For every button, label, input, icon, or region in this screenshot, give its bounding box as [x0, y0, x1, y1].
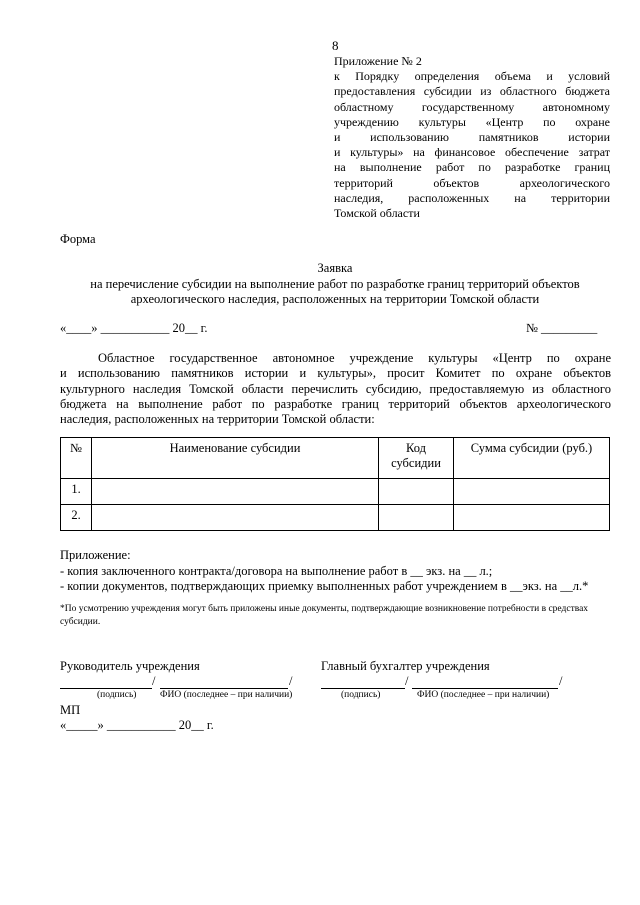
subsidy-table [60, 437, 610, 531]
paragraph-line: Областное государственное автономное учреждение культуры «Центр по охране [98, 351, 611, 365]
appendix-line: предоставления субсидии из областного бюджета [334, 84, 610, 99]
accountant-name-caption: ФИО (последнее – при наличии) [417, 690, 550, 700]
appendix-line: Томской области [334, 206, 420, 221]
accountant-signature-line[interactable] [321, 688, 405, 689]
request-subtitle-2: археологического наследия, расположенных на территории Томской области [130, 292, 540, 306]
head-signature-line[interactable] [60, 688, 152, 689]
header-name: Наименование субсидии [92, 438, 379, 479]
row-name-cell[interactable] [92, 505, 379, 531]
appendix-line: учреждению культуры «Центр по охране [334, 114, 610, 129]
request-number-field[interactable]: № _________ [526, 321, 598, 335]
header-code: Код субсидии [379, 438, 454, 479]
paragraph-line: наследия, расположенных на территории Томской области: [60, 412, 375, 427]
appendix-line: на выполнение работ по разработке границ [334, 160, 610, 175]
head-name-caption: ФИО (последнее – при наличии) [160, 690, 293, 700]
row-sum-cell[interactable] [454, 479, 610, 505]
appendix-body [334, 69, 610, 221]
row-code-cell[interactable] [379, 479, 454, 505]
accountant-signature-caption: (подпись) [341, 690, 381, 700]
header-number: № [61, 438, 92, 479]
attachment-item: - копия заключенного контракта/договора на выполнение работ в __ экз. на __ л.; [60, 563, 493, 578]
request-title: Заявка [317, 261, 353, 275]
row-code-cell[interactable] [379, 505, 454, 531]
appendix-line: наследия, расположенных на территории [334, 190, 610, 205]
table-header-row [61, 438, 610, 479]
page-number: 8 [332, 38, 339, 53]
row-sum-cell[interactable] [454, 505, 610, 531]
appendix-line: к Порядку определения объема и условий [334, 69, 610, 84]
slash: / [405, 674, 409, 688]
attachment-item: - копии документов, подтверждающих приемку выполненных работ учреждением в __экз. на __л.* [60, 579, 589, 593]
appendix-line: областному государственному автономному [334, 99, 610, 114]
attachments-heading: Приложение: [60, 548, 131, 562]
row-number: 1. [61, 479, 92, 505]
header-sum: Сумма субсидии (руб.) [454, 438, 610, 479]
head-signature-caption: (подпись) [97, 690, 137, 700]
signature-date-field[interactable]: «_____» ___________ 20__ г. [60, 718, 214, 732]
paragraph-line: культурного наследия Томской области перечислить субсидию, предоставляемую из областного [60, 381, 611, 396]
attachments [60, 548, 588, 595]
form-label: Форма [60, 232, 96, 246]
appendix-block [334, 54, 610, 221]
head-name-line[interactable] [160, 688, 288, 689]
request-subtitle-1: на перечисление субсидии на выполнение работ по разработке границ территорий объектов [90, 277, 580, 291]
request-paragraph [60, 351, 611, 427]
accountant-title: Главный бухгалтер учреждения [321, 659, 490, 673]
appendix-line: и использованию памятников истории [334, 130, 610, 145]
head-title: Руководитель учреждения [60, 659, 200, 673]
footnote: *По усмотрению учреждения могут быть приложены иные документы, подтверждающие возникновение потребности в средствах субсидии. [60, 604, 589, 627]
slash: / [559, 674, 563, 688]
table-row [61, 505, 610, 531]
stamp-label: МП [60, 703, 81, 717]
slash: / [152, 674, 156, 688]
request-date-field[interactable]: «____» ___________ 20__ г. [60, 321, 208, 335]
row-number: 2. [61, 505, 92, 531]
slash: / [289, 674, 293, 688]
row-name-cell[interactable] [92, 479, 379, 505]
appendix-line: территорий объектов археологического [334, 175, 610, 190]
paragraph-line: и использованию памятников истории и культуры», просит Комитет по охране объектов [60, 366, 611, 381]
accountant-name-line[interactable] [412, 688, 558, 689]
appendix-title: Приложение № 2 [334, 54, 422, 68]
table-row [61, 479, 610, 505]
paragraph-line: бюджета на выполнение работ по разработке границ территорий объектов археологического [60, 396, 611, 411]
appendix-line: и культуры» на финансовое обеспечение затрат [334, 145, 610, 160]
